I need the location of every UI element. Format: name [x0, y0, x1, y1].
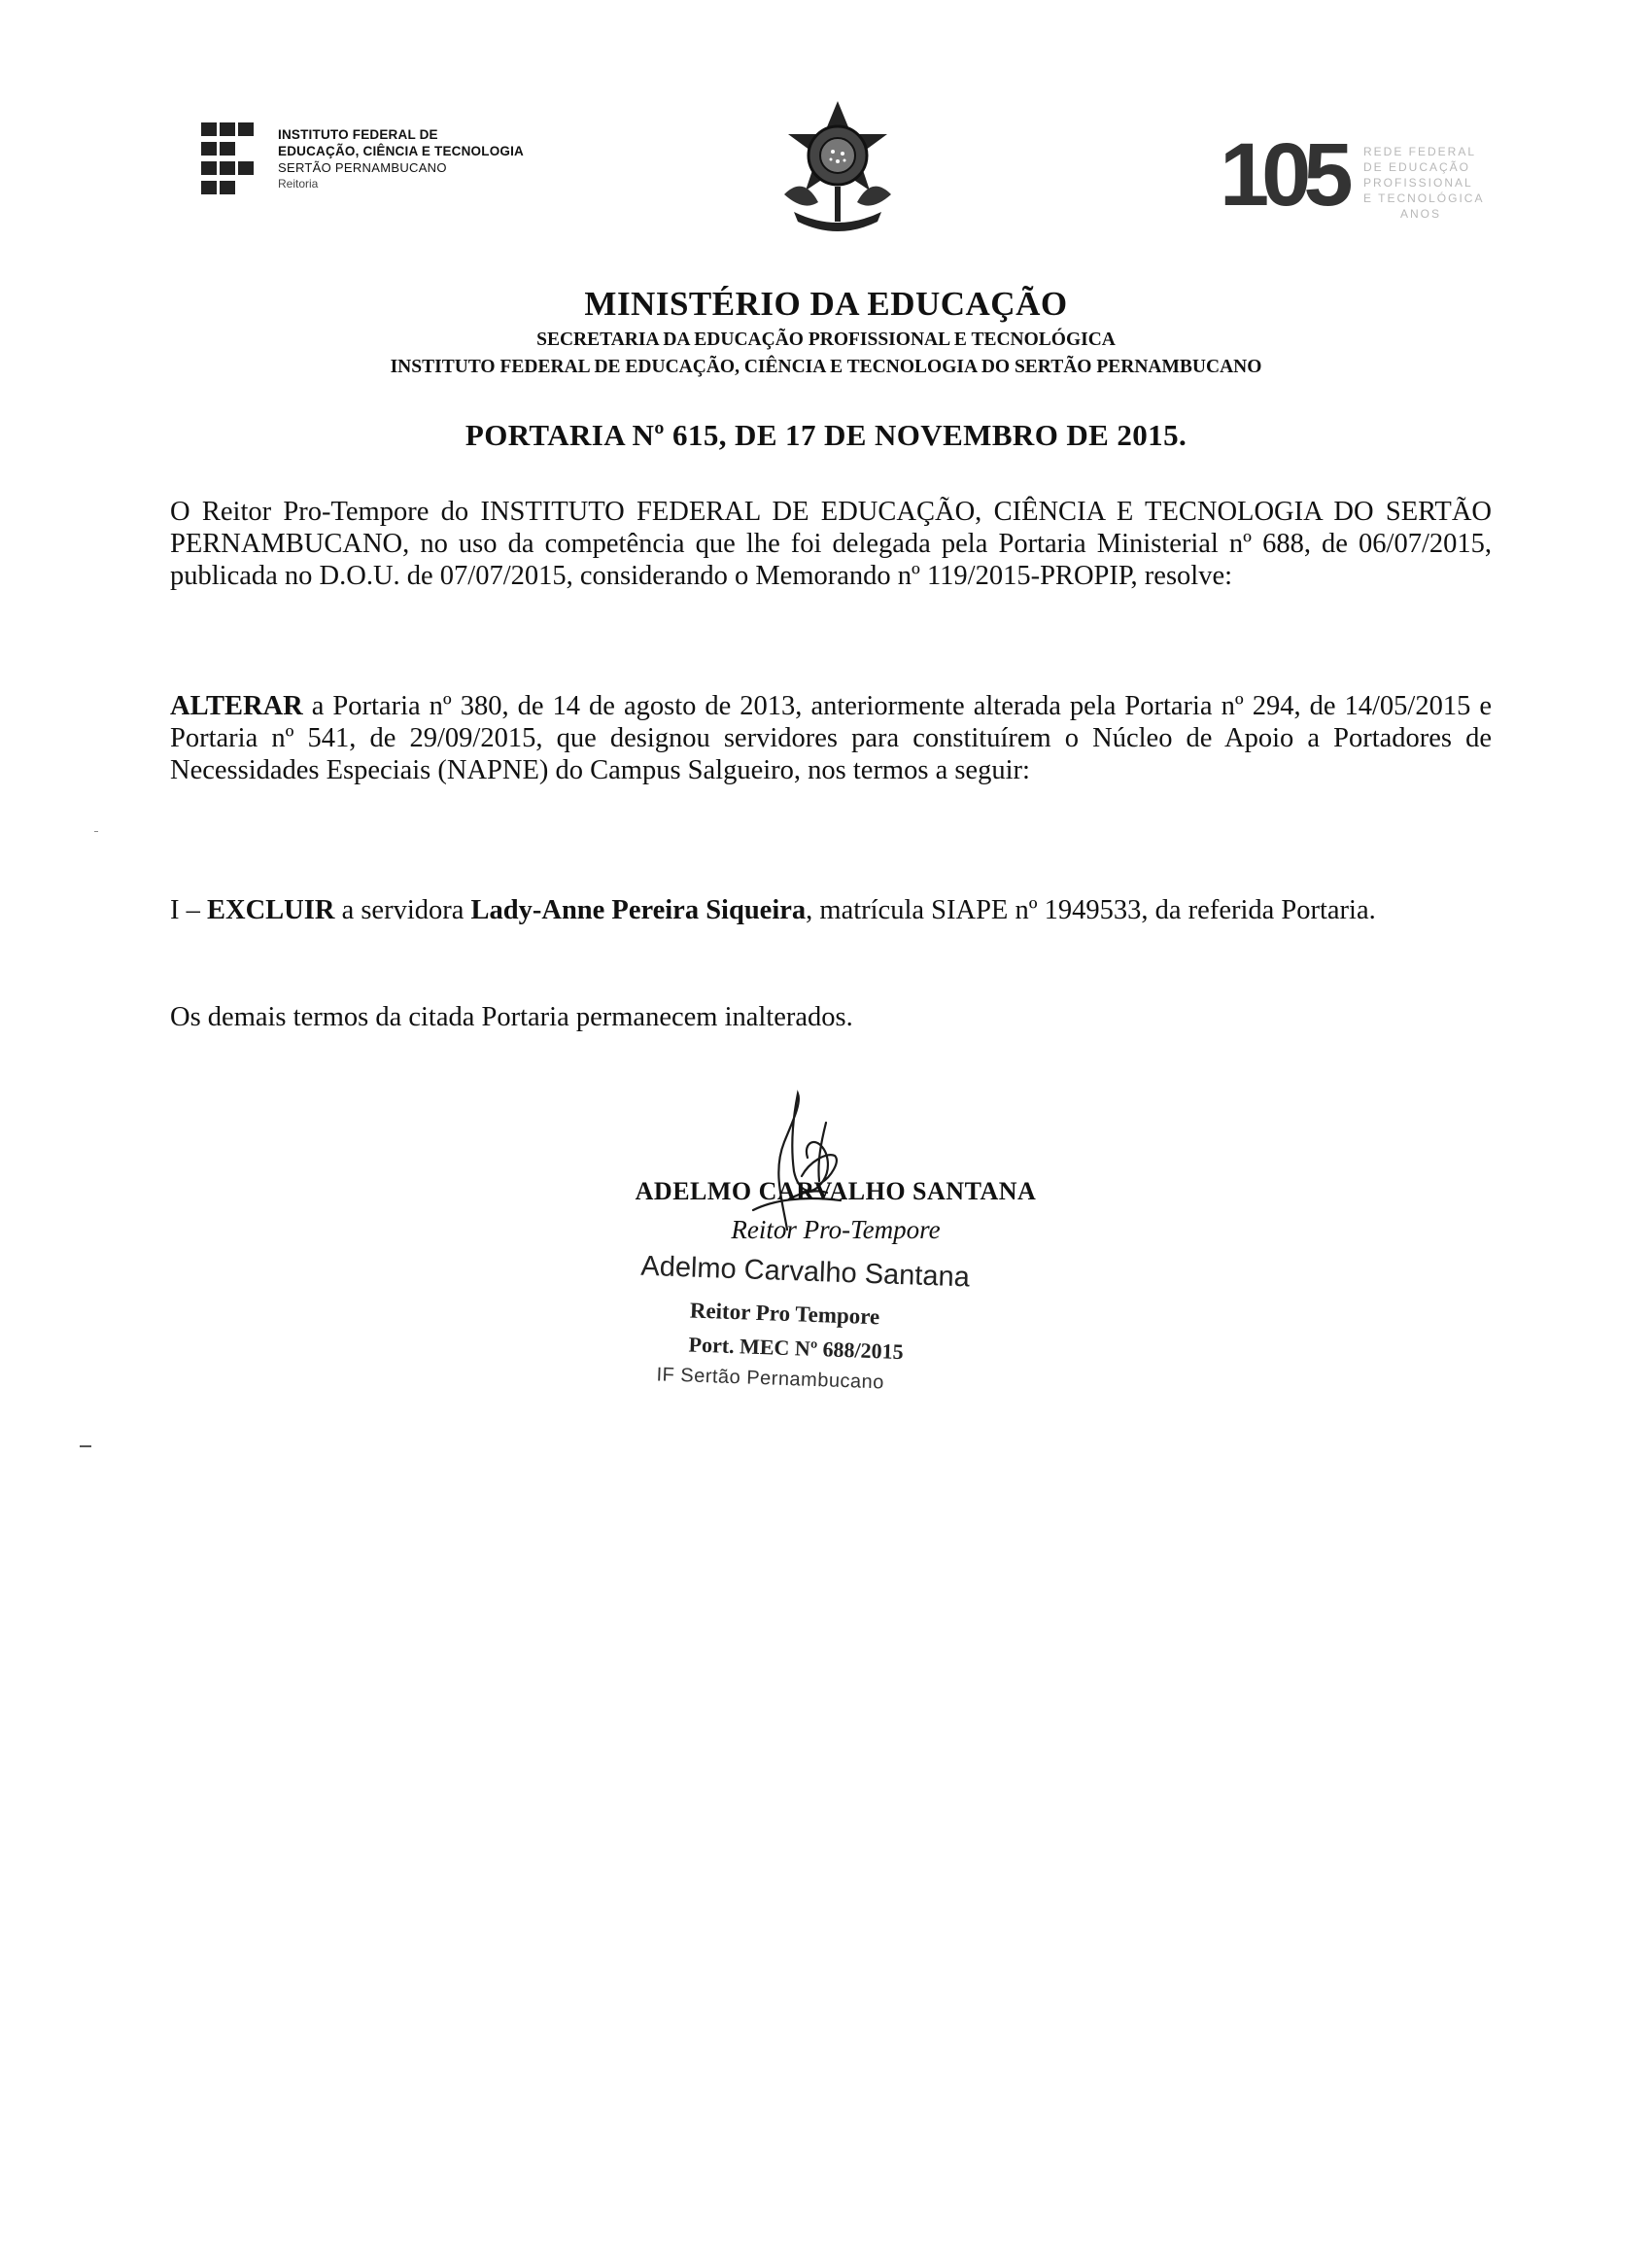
rede-logo-text-line: ANOS	[1400, 207, 1442, 221]
item-prefix: I –	[170, 895, 207, 925]
stamp-name: Adelmo Carvalho Santana	[639, 1250, 971, 1294]
rede-logo-text	[1363, 144, 1484, 222]
if-logo-line3: SERTÃO PERNAMBUCANO	[278, 160, 447, 175]
ministry-heading: MINISTÉRIO DA EDUCAÇÃO	[584, 285, 1068, 323]
instituto-heading: INSTITUTO FEDERAL DE EDUCAÇÃO, CIÊNCIA E TECNOLOGIA DO SERTÃO PERNAMBUCANO	[390, 357, 1262, 377]
stamp-institution: IF Sertão Pernambucano	[656, 1364, 885, 1394]
rede-federal-105-logo	[1220, 125, 1521, 233]
excluir-text: a servidora	[334, 895, 471, 925]
secretaria-heading: SECRETARIA DA EDUCAÇÃO PROFISSIONAL E TECNOLÓGICA	[536, 330, 1116, 350]
margin-mark	[80, 1445, 91, 1447]
margin-dot	[94, 831, 98, 832]
paragraph-demais-termos: Os demais termos da citada Portaria permanecem inalterados.	[170, 1002, 853, 1032]
if-sertao-logo	[199, 119, 549, 216]
signatory-name: ADELMO CARVALHO SANTANA	[635, 1177, 1037, 1205]
rede-logo-number: 105	[1220, 125, 1346, 225]
rede-logo-text-line: E TECNOLÓGICA	[1363, 191, 1485, 205]
stamp-ordinance: Port. MEC Nº 688/2015	[688, 1332, 905, 1365]
rede-logo-text-line: REDE FEDERAL	[1363, 145, 1477, 158]
brazil-coat-of-arms-icon	[765, 97, 911, 243]
paragraph-excluir	[170, 894, 1492, 926]
excluir-text-rest: , matrícula SIAPE nº 1949533, da referida Portaria.	[806, 895, 1376, 925]
if-grid-logo-icon	[199, 119, 269, 206]
signatory-role: Reitor Pro-Tempore	[731, 1215, 941, 1244]
if-logo-line2: EDUCAÇÃO, CIÊNCIA E TECNOLOGIA	[278, 144, 525, 158]
if-logo-line4: Reitoria	[278, 177, 319, 191]
excluir-keyword: EXCLUIR	[207, 895, 335, 925]
stamp-role: Reitor Pro Tempore	[689, 1298, 880, 1330]
alterar-keyword: ALTERAR	[170, 691, 303, 721]
portaria-title: PORTARIA Nº 615, DE 17 DE NOVEMBRO DE 2015.	[465, 418, 1187, 452]
paragraph-alterar	[170, 690, 1492, 786]
servidora-name: Lady-Anne Pereira Siqueira	[470, 895, 807, 925]
rede-logo-text-line: PROFISSIONAL	[1363, 176, 1473, 190]
if-logo-line1: INSTITUTO FEDERAL DE	[278, 127, 438, 142]
official-stamp	[616, 1250, 1010, 1419]
rede-logo-text-line: DE EDUCAÇÃO	[1363, 160, 1471, 174]
paragraph-preamble: O Reitor Pro-Tempore do INSTITUTO FEDERAL DE EDUCAÇÃO, CIÊNCIA E TECNOLOGIA DO SERTÃO PERNAMBUCANO, no uso da competência que lhe foi delegada pela Portaria Ministerial nº 688, de 06/07/2015, publicada no D.O.U. de 07/07/2015, considerando o Memorando nº 119/2015-PROPIP, resolve:	[170, 497, 1492, 591]
alterar-text: a Portaria nº 380, de 14 de agosto de 2013, anteriormente alterada pela Portaria nº 294, de 14/05/2015 e Portaria nº 541, de 29/09/2015, que designou servidores para constituírem o Núcleo de Apoio a Portadores de Necessidades Especiais (NAPNE) do Campus Salgueiro, nos termos a seguir:	[170, 691, 1492, 785]
